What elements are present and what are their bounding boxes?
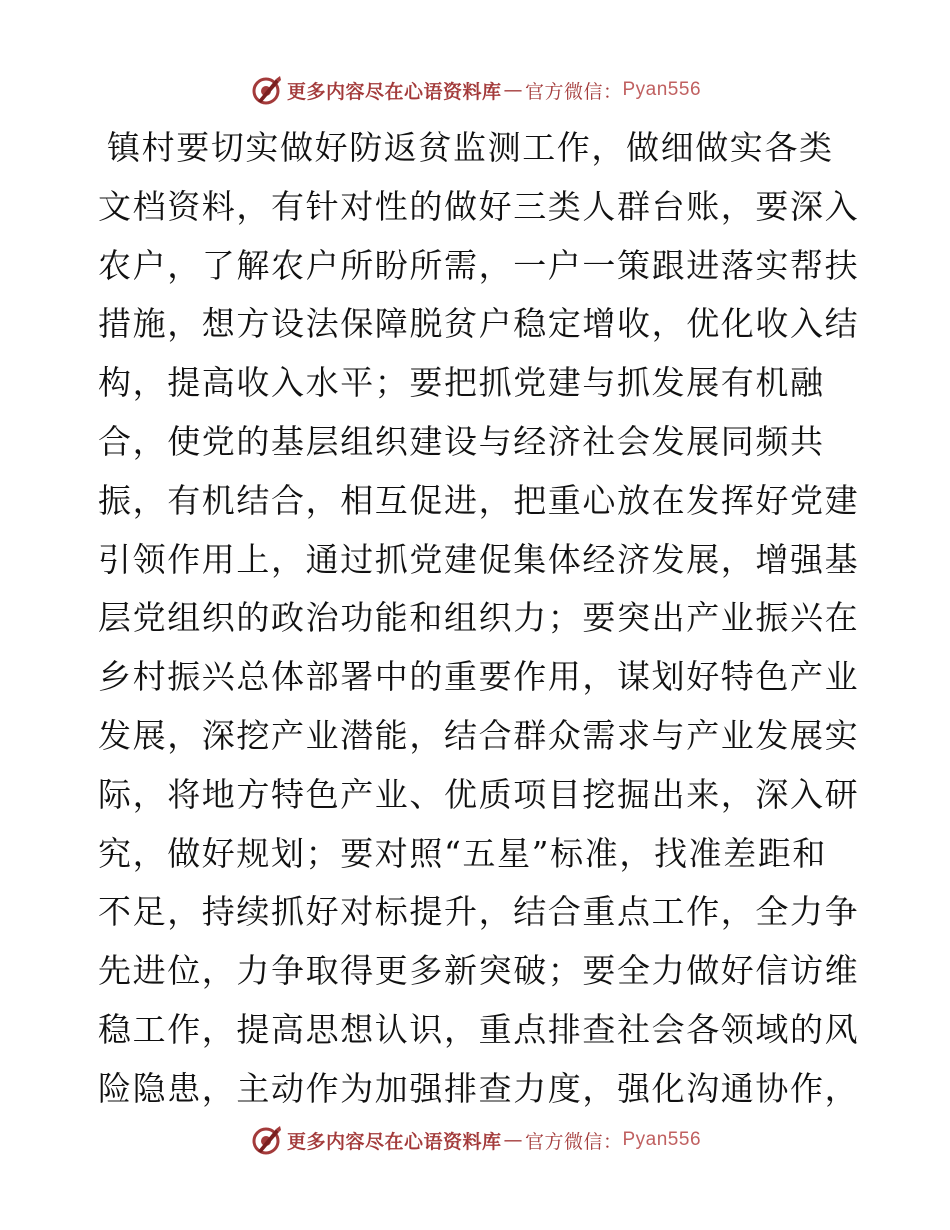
header-watermark [0,70,950,110]
watermark-wechat-label: 官方微信： [524,80,623,103]
text-line: 先进位，力争取得更多新突破；要全力做好信访维 [98,951,860,991]
text-line: 险隐患，主动作为加强排查力度，强化沟通协作， [98,1068,860,1108]
document-body [98,119,858,1119]
text-line: 际，将地方特色产业、优质项目挖掘出来，深入研 [98,774,860,814]
text-line: 农户，了解农户所盼所需，一户一策跟进落实帮扶 [98,245,860,285]
text-line: 措施，想方设法保障脱贫户稳定增收，优化收入结 [98,304,860,344]
text-line: 不足，持续抓好对标提升，结合重点工作，全力争 [98,892,860,932]
text-line: 引领作用上，通过抓党建促集体经济发展，增强基 [98,539,860,579]
text-line: 发展，深挖产业潜能，结合群众需求与产业发展实 [98,715,860,755]
text-line: 究，做好规划；要对照“五星”标准，找准差距和 [98,833,827,873]
text-line: 乡村振兴总体部署中的重要作用，谋划好特色产业 [98,657,860,697]
text-line: 文档资料，有针对性的做好三类人群台账，要深入 [98,186,860,226]
quill-pen-logo-icon [249,1123,283,1157]
footer-watermark [0,1120,950,1160]
watermark-wechat-label: 官方微信： [524,1130,623,1153]
text-line: 合，使党的基层组织建设与经济社会发展同频共 [98,421,825,461]
text-line: 层党组织的政治功能和组织力；要突出产业振兴在 [98,598,860,638]
text-line: 振，有机结合，相互促进，把重心放在发挥好党建 [98,480,860,520]
watermark-wechat-id: Pyan556 [622,79,702,100]
quill-pen-logo-icon [249,73,283,107]
watermark-dash: — [503,1129,523,1151]
watermark-dash: — [503,79,523,101]
watermark-wechat-id: Pyan556 [622,1129,702,1150]
watermark-text: 更多内容尽在心语资料库 [286,1130,502,1153]
text-line: 构，提高收入水平；要把抓党建与抓发展有机融 [98,363,825,403]
text-line: 镇村要切实做好防返贫监测工作，做细做实各类 [107,128,834,167]
text-line: 稳工作，提高思想认识，重点排查社会各领域的风 [98,1009,860,1049]
watermark-text: 更多内容尽在心语资料库 [286,80,502,103]
